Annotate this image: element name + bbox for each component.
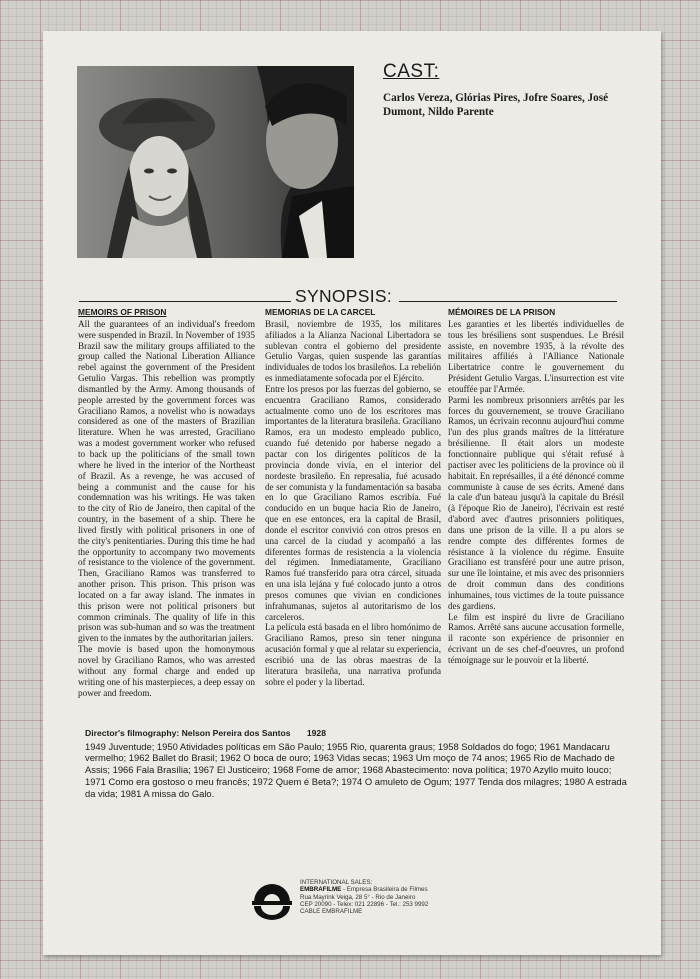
filmography-list: 1949 Juventude; 1950 Atividades políticas em São Paulo; 1955 Rio, quarenta graus; 1958 Soldados do fogo; 1961 Mandacaru vermelho; 1962 Ballet do Brasil; 1962 O boca de ouro; 1963 Vidas secas; 1963 Um moço de 74 anos; 1965 Rio de Machado de Assis; 1966 Fala Brasília; 1967 El Justiceiro; 1968 Fome de amor; 1968 Abastecimento: nova política; 1970 Azyllo muito louco; 1971 Como era gostoso o meu francês; 1972 Quem é Beta?; 1974 O amuleto de Ogum; 1977 Tenda dos milagres; 1980 A estrada da vida; 1981 A missa do Galo. — [85, 740, 627, 799]
column-paragraph: Parmi les nombreux prisonniers arrêtés par les forces du gouvernement, se trouve Graciliano Ramos, un écrivain reconnu aujourd'hui comme l'un des plus grands maîtres de la littérature brésilienne. Il était alors un modeste fonctionnaire publique qui s'était refusé à pactiser avec les politiciens de la province où il habitait. En représailles, il a été dénoncé comme communiste à cause de ses écrits. Amené dans la cale d'un bateau jusqu'à la capitale du Brésil (à l'époque Rio de Janeiro), l'écrivain est resté d'abord avec d'autres prisonniers politiques, dans une prison de la ville. Il a pu alors se rendre compte des différentes formes de résistance à la violence du régime. Ensuite Graciliano est transféré pour une autre prison, sur une île lointaine, et mis avec des prisonniers de droit commun dans des conditions inhumaines, tous victimes de la toute puissance des gardiens. — [448, 394, 624, 611]
column-heading: MÉMOIRES DE LA PRISON — [448, 307, 556, 317]
column-paragraph: The movie is based upon the homonymous novel by Graciliano Ramos, who was arrested without any formal charge and ended up writing one of his masterpieces, a deep essay on power and freedom. — [78, 644, 255, 698]
column-paragraph: All the guarantees of an individual's freedom were suspended in Brazil. In November of 1935 Brazil saw the military groups affiliated to the group called the National Liberation Alliance rebel against the government of the President Getulio Vargas. This rebellion was promptly dismantled by the Army. Among thousands of people arrested by the government forces was Graciliano Ramos, a novelist who is nowadays considered as one of the masters of Brazilian literature. When he was arrested, Graciliano was a modest government worker who refused to back up the politicians of the small town where he lived in the interior of the Northeast of Brazil. As a revenge, he was accused of being a communist and the cause for his condemnation was his writings. He was taken to the city of Rio de Janeiro, then capital of the country, in the basement of a ship. There he lived firstly with political prisoners in one of the city's penitentiaries. During this time he had the opportunity to accompany two movements of resistance to the violence of the government. Then, Graciliano Ramos was transferred to another prison. This prison. This prison was located on a far away island. The inmates in this prison were not political prisoners but common criminals. The quality of life in this prison was sub-human and so was the treatment given to the inmates by the authoritarian jailers. — [78, 318, 255, 644]
cast-names: Carlos Vereza, Glórias Pires, Jofre Soares, José Dumont, Nildo Parente — [383, 92, 609, 118]
column-paragraph: Les garanties et les libertés individuelles de tous les brésiliens sont suspendues. Le Brésil assiste, en novembre 1935, à la révolte des militaires affiliés à l'Alliance Nationale Libertatrice contre le gouvernement du Président Getulio Vargas. L'insurrection est vite etouffée par l'Armée. — [448, 318, 624, 394]
sales-label: INTERNATIONAL SALES: — [300, 879, 373, 886]
sales-cable: CABLE EMBRAFILME — [300, 908, 363, 916]
column-heading: MEMORIAS DE LA CARCEL — [265, 307, 376, 317]
cast-title: CAST: — [383, 61, 440, 82]
embrafilme-logo — [250, 880, 294, 920]
synopsis-column-french — [448, 307, 624, 666]
synopsis-rule-right — [399, 301, 617, 302]
column-paragraph: Entre los presos por las fuerzas del gobierno, se encuentra Graciliano Ramos, considerado actualmente como uno de los escritores mas importantes de la literatura brasileña. Graciliano Ramos, era un modesto empleado publico, cuando fué detenido por haberse negado a pactar con los dirigentes políticos de la provincia donde vivía, en el interior del nordeste brasileño. En represalia, fué acusado de ser comunista y la fundamentación sa basaba en lo que Graciliano Ramos escribía. Fué conducido en un buque hacia Rio de Janeiro, que en ese entonces, era la capital de Brasil, donde el escritor convivió con otros presos en una carcel de la ciudad y acompañó a las diferentes formas de resistencia a la violencia del régimen. Inmediatamente, Graciliano Ramos fué transferido para otra cárcel, situada en una isla lejána y fué colocado junto a otros presos comunes que vivian en condiciones infrahumanas, sujetos al autoritarismo de los carceleros. — [265, 383, 441, 622]
synopsis-title: SYNOPSIS: — [295, 286, 393, 306]
filmography-birth-year: 1928 — [306, 728, 326, 738]
sales-company-line — [300, 886, 500, 893]
press-sheet — [43, 31, 661, 955]
filmography-heading — [85, 728, 630, 740]
sales-contact: CEP 20090 - Telex: 021 22896 - Tel.: 253 9992 — [300, 900, 429, 908]
company-full-name: - Empresa Brasileira de Filmes — [341, 886, 428, 894]
synopsis-rule-left — [79, 301, 291, 302]
sales-footer — [250, 874, 490, 934]
film-still-photo — [77, 66, 354, 258]
column-paragraph: Le film est inspiré du livre de Graciliano Ramos. Arrêté sans aucune accusation formelle, il raconte son expérience de prisonnier en écrivant un de ses chef-d'oeuvres, un profond témoignage sur le pouvoir et la liberté. — [448, 611, 624, 665]
column-paragraph: La película está basada en el libro homónimo de Graciliano Ramos, preso sin tener ninguna acusación formal y que al relatar su experiencia, escribió una de las obras maestras de la literatura brasileña, una narrativa profunda sobre el poder y la libertad. — [265, 622, 441, 687]
film-still-image — [77, 66, 354, 258]
company-name: EMBRAFILME — [300, 886, 342, 894]
sales-address: Rua Mayrink Veiga, 28 5° - Rio de Janeiro — [300, 893, 416, 901]
sales-contact-text — [300, 879, 500, 915]
column-heading: MEMOIRS OF PRISON — [78, 307, 167, 317]
director-filmography — [85, 728, 630, 799]
synopsis-column-english — [78, 307, 255, 698]
filmography-director: Director's filmography: Nelson Pereira dos Santos — [85, 728, 291, 738]
synopsis-column-spanish — [265, 307, 441, 688]
column-paragraph: Brasil, noviembre de 1935, los militares afiliados a la Alianza Nacional Libertadora se sublevan contra el gobierno del presidente Getulio Vargas, quien suspende las garantías individuales de todos los brasileños. La rebelión es inmediatamente sofocada por el Ejército. — [265, 318, 441, 384]
